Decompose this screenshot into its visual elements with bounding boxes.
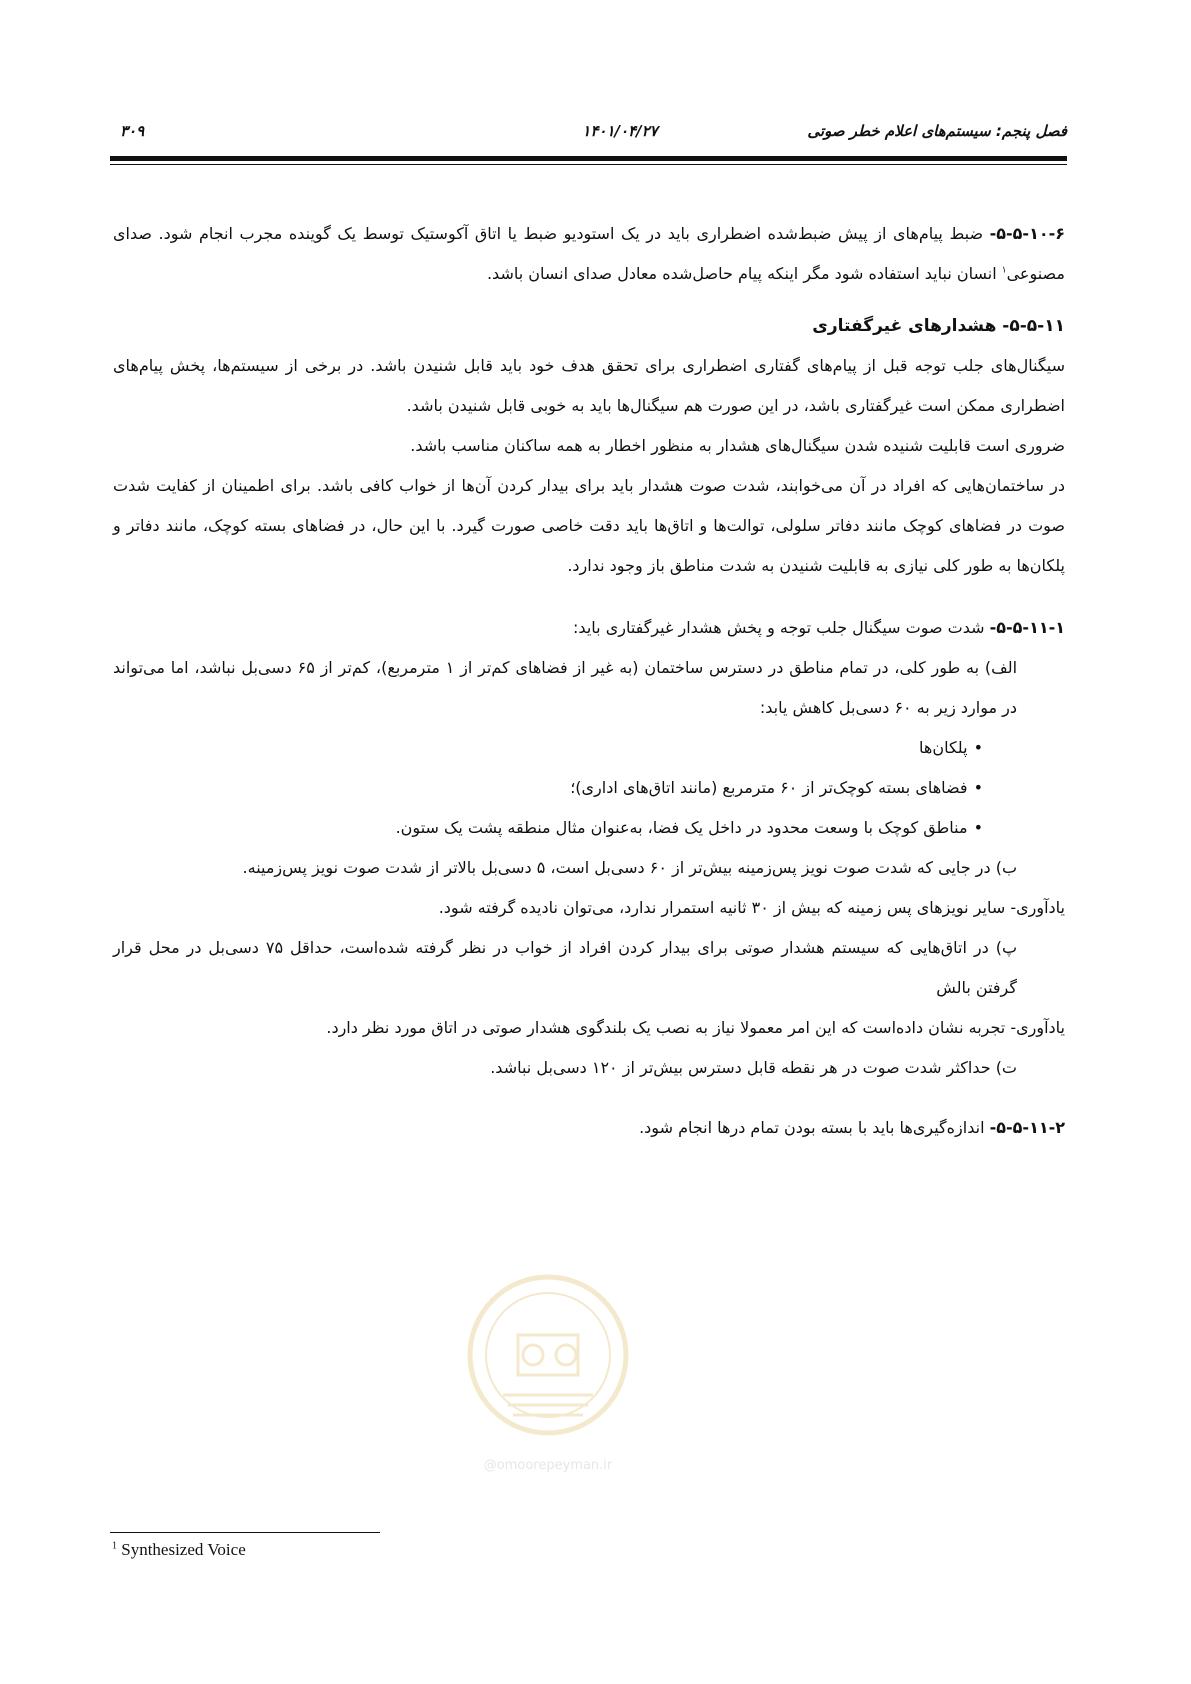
paragraph-text: انسان نباید استفاده شود مگر اینکه پیام حاصل‌شده معادل صدای انسان باشد. xyxy=(486,264,1002,283)
paragraph-text: ضبط پیام‌های از پیش ضبط‌شده اضطراری باید در یک استودیو ضبط یا اتاق آکوستیک توسط یک گوینده مجرب انجام شود. صدای مصنوعی xyxy=(113,224,1065,283)
footnote-ref: ۱ xyxy=(1001,265,1007,276)
bullet-text: مناطق کوچک با وسعت محدود در داخل یک فضا، به‌عنوان مثال منطقه پشت یک ستون. xyxy=(395,818,968,837)
bullet-item xyxy=(113,728,1065,768)
page-number: ۳۰۹ xyxy=(120,122,145,140)
header-rule-thin xyxy=(110,164,1067,165)
paragraph-audibility: ضروری است قابلیت شنیده شدن سیگنال‌های هشدار به منظور اخطار به همه ساکنان مناسب باشد. xyxy=(410,436,1065,455)
note-1: یادآوری- سایر نویزهای پس زمینه که بیش از ۳۰ ثانیه استمرار ندارد، می‌توان نادیده گرفته شود. xyxy=(438,898,1065,917)
clause-number: ۵-۵-۱۱-۲- xyxy=(989,1118,1065,1137)
item-alef: الف) به طور کلی، در تمام مناطق در دسترس ساختمان (به غیر از فضاهای کم‌تر از ۱ مترمربع)، کم‌تر از ۶۵ دسی‌بل نباشد، اما می‌تواند در موارد زیر به ۶۰ دسی‌بل کاهش یابد: xyxy=(113,658,1018,717)
bullet-item xyxy=(113,768,1065,808)
chapter-title: فصل پنجم: سیستم‌های اعلام خطر صوتی xyxy=(807,122,1067,140)
paragraph-sleeping: در ساختمان‌هایی که افراد در آن می‌خوابند، شدت صوت هشدار باید برای بیدار کردن آن‌ها از خواب کافی باشد. برای اطمینان از کفایت شدت صوت در فضاهای کوچک مانند دفاتر سلولی، توالت‌ها و اتاق‌ها باید دقت خاصی صورت گیرد. با این حال، در فضاهای بسته کوچک، مانند دفاتر و پلکان‌ها به طور کلی نیازی به قابلیت شنیدن به شدت مناطق باز وجود ندارد. xyxy=(113,476,1065,575)
footnote xyxy=(112,1540,246,1560)
watermark-text: @omoorepeyman.ir xyxy=(483,1458,613,1473)
bullet-glyph: • xyxy=(973,818,983,837)
paragraph-5-5-10-6 xyxy=(113,214,1065,294)
clause-number: ۵-۵-۱۱-۱- xyxy=(989,618,1065,637)
footnote-rule xyxy=(110,1532,380,1533)
paragraph-5-5-11-1 xyxy=(113,608,1065,648)
item-be: ب) در جایی که شدت صوت نویز پس‌زمینه بیش‌تر از ۶۰ دسی‌بل است، ۵ دسی‌بل بالاتر از شدت صوت نویز پس‌زمینه. xyxy=(242,858,1017,877)
header-rule-thick xyxy=(110,156,1067,161)
footnote-marker: 1 xyxy=(112,1540,117,1552)
bullet-text: پلکان‌ها xyxy=(919,738,968,757)
note-2: یادآوری- تجربه نشان داده‌است که این امر معمولا نیاز به نصب یک بلندگوی هشدار صوتی در اتاق مورد نظر دارد. xyxy=(326,1018,1065,1037)
item-pe: پ) در اتاق‌هایی که سیستم هشدار صوتی برای بیدار کردن افراد از خواب در نظر گرفته شده‌است، حداقل ۷۵ دسی‌بل در محل قرار گرفتن بالش xyxy=(113,938,1018,997)
paragraph-text: اندازه‌گیری‌ها باید با بسته بودن تمام درها انجام شود. xyxy=(639,1118,990,1137)
paragraph-5-5-11-2 xyxy=(113,1108,1065,1148)
paragraph-attention-signals: سیگنال‌های جلب توجه قبل از پیام‌های گفتاری اضطراری برای تحقق هدف خود باید قابل شنیدن باشد. در برخی از سیستم‌ها، پخش پیام‌های اضطراری ممکن است غیرگفتاری باشد، در این صورت هم سیگنال‌ها باید به خوبی قابل شنیدن باشد. xyxy=(113,356,1065,415)
bullet-glyph: • xyxy=(973,778,983,797)
section-heading: ۵-۵-۱۱- هشدارهای غیرگفتاری xyxy=(812,316,1065,336)
clause-number: ۵-۵-۱۰-۶- xyxy=(989,224,1065,243)
footnote-text: Synthesized Voice xyxy=(117,1540,246,1559)
watermark-logo xyxy=(458,1255,638,1475)
page-header xyxy=(110,118,1067,146)
header-date: ۱۴۰۱/۰۴/۲۷ xyxy=(582,122,658,140)
bullet-glyph: • xyxy=(973,738,983,757)
paragraph-text: شدت صوت سیگنال جلب توجه و پخش هشدار غیرگفتاری باید: xyxy=(573,618,990,637)
item-te: ت) حداکثر شدت صوت در هر نقطه قابل دسترس بیش‌تر از ۱۲۰ دسی‌بل نباشد. xyxy=(490,1058,1017,1077)
bullet-text: فضاهای بسته کوچک‌تر از ۶۰ مترمربع (مانند اتاق‌های اداری)؛ xyxy=(570,778,968,797)
main-content xyxy=(113,214,1065,1148)
bullet-item xyxy=(113,808,1065,848)
